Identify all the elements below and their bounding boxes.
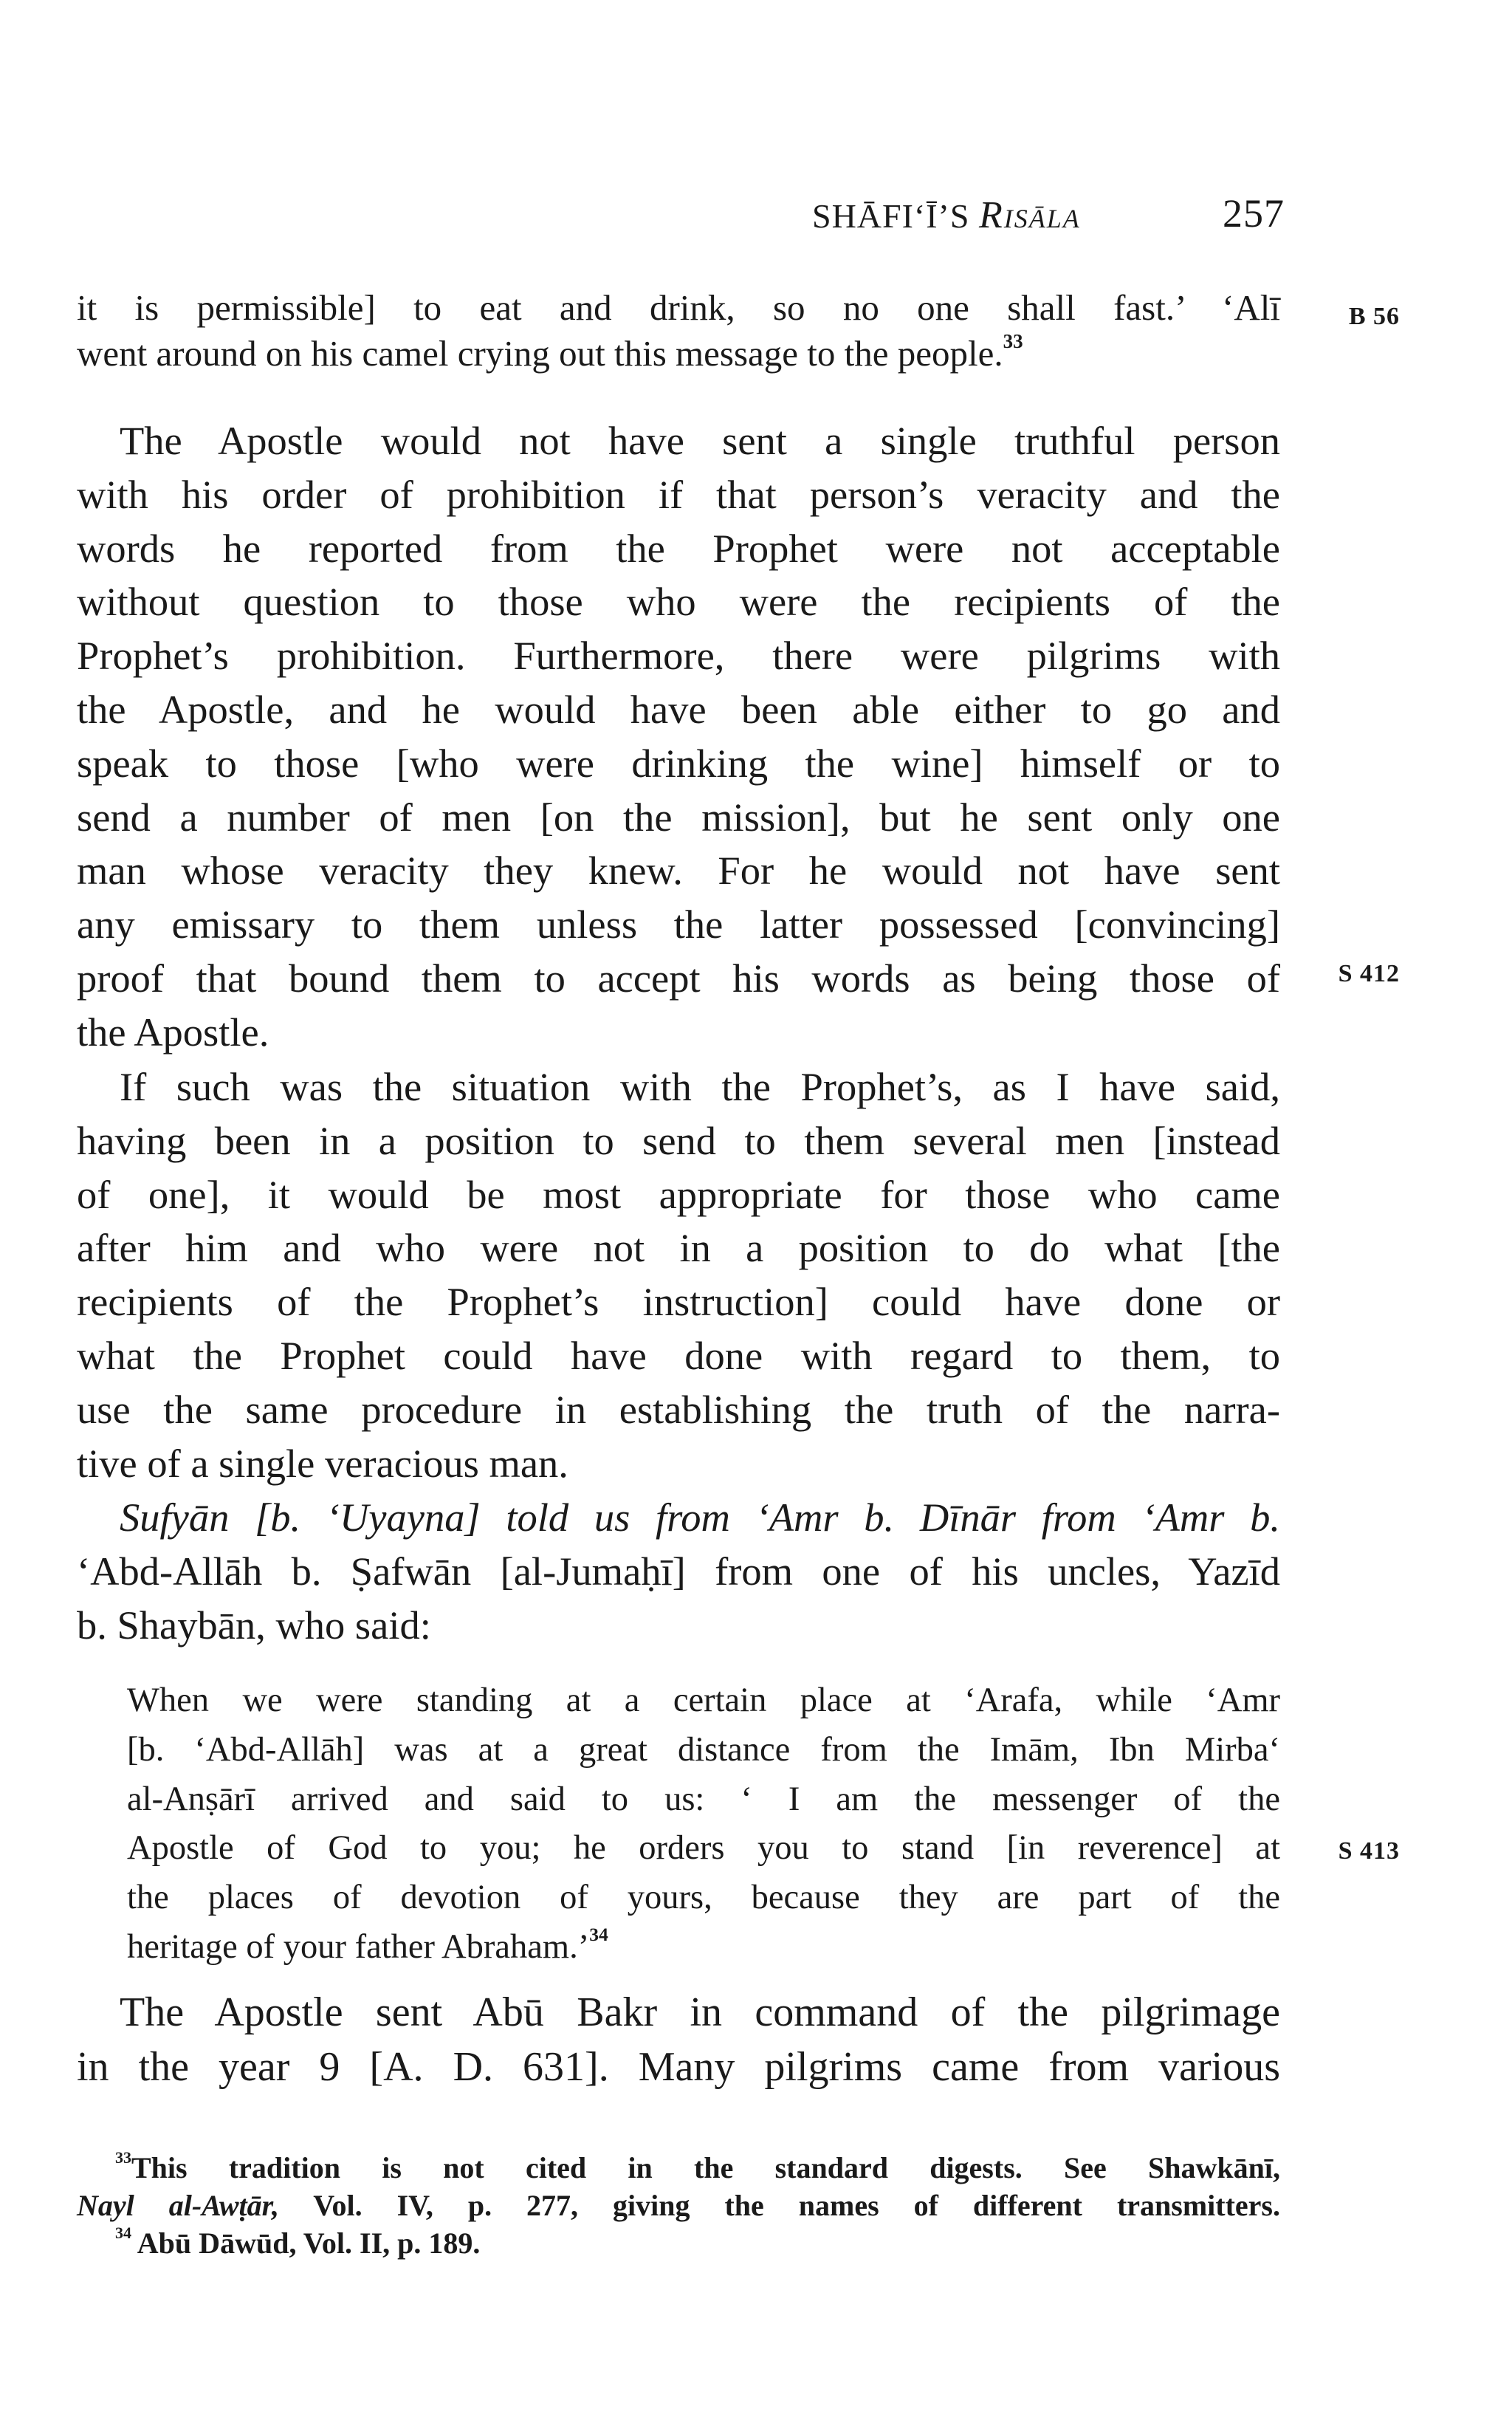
running-title-italic: Risāla [978,194,1081,236]
text-line: what the Prophet could have done with regard to them, to [77,1332,1280,1378]
text-line: proof that bound them to accept his words as being those of [77,955,1280,1001]
footnote-number: 34 [115,2224,131,2243]
footnotes [77,2149,1280,2262]
footnote-33-cont: Nayl al-Awṭār, Vol. IV, p. 277, giving the names of different transmitters. [77,2189,1280,2222]
paragraph-continuation [77,285,1280,377]
text-line: When we were standing at a certain place at ‘Arafa, while ‘Amr [127,1681,1280,1719]
margin-ref-s412: S 412 [1338,960,1400,987]
footnote-33: $^{33}$This tradition is not cited in the standard digests. See Shawkānī, [115,2148,1280,2184]
footnote-number: 33 [115,2148,131,2167]
text-line: after him and who were not in a position to do what [the [77,1225,1280,1271]
footnote-marker: 34 [589,1923,608,1945]
running-title: SHĀFI‘Ī’S Risāla [812,194,1081,236]
text-line: The Apostle would not have sent a single truthful person [120,418,1280,463]
margin-ref-s413: S 413 [1338,1837,1400,1865]
paragraph-apostle-truthful-person [77,414,1280,1060]
paragraph-abu-bakr [77,1985,1280,2094]
text-line-italic: Sufyān [b. ‘Uyayna] told us from ‘Amr b. Dīnār from ‘Amr b. [120,1495,1280,1540]
text-line: The Apostle sent Abū Bakr in command of the pilgrimage [120,1989,1280,2035]
text-line: [b. ‘Abd-Allāh] was at a great distance from the Imām, Ibn Mirba‘ [127,1730,1280,1769]
text-line: If such was the situation with the Prophet’s, as I have said, [120,1064,1280,1109]
text-line: heritage of your father Abraham.’$^{34}$ [127,1923,608,1966]
margin-ref-b56: B 56 [1348,303,1400,330]
footnote-34: $^{34}$ Abū Dāwūd, Vol. II, p. 189. [115,2224,481,2260]
book-title-italic: Nayl al-Awṭār, [77,2189,280,2222]
text-line: the places of devotion of yours, because they are part of the [127,1879,1280,1917]
text-line: recipients of the Prophet’s instruction] could have done or [77,1279,1280,1325]
text-line: of one], it would be most appropriate for those who came [77,1171,1280,1217]
text-line: with his order of prohibition if that person’s veracity and the [77,471,1280,517]
text-line: send a number of men [on the mission], but he sent only one [77,794,1280,840]
text-line: Prophet’s prohibition. Furthermore, there were pilgrims with [77,633,1280,679]
text-line: b. Shaybān, who said: [77,1602,431,1648]
text-line: without question to those who were the recipients of the [77,579,1280,625]
text-line: the Apostle. [77,1009,269,1055]
text-line: words he reported from the Prophet were not acceptable [77,525,1280,571]
running-header [812,193,1285,245]
text-line: the Apostle, and he would have been able either to go and [77,686,1280,732]
text-line: Apostle of God to you; he orders you to stand [in reverence] at [127,1829,1280,1868]
footnote-marker: 33 [1003,329,1023,352]
text-line: went around on his camel crying out this message to the people.$^{33}$ [77,329,1023,374]
text-line: it is permissible] to eat and drink, so no one shall fast.’ ‘Alī [77,287,1280,328]
text-line: ‘Abd-Allāh b. Ṣafwān [al-Jumaḥī] from one of his uncles, Yazīd [77,1548,1280,1594]
text-line: use the same procedure in establishing the truth of the narra- [77,1386,1280,1432]
text-line: in the year 9 [A. D. 631]. Many pilgrims came from various [77,2044,1280,2090]
quoted-tradition [127,1676,1280,1972]
page-number: 257 [1223,191,1285,236]
text-line: tive of a single veracious man. [77,1440,568,1486]
text-line: any emissary to them unless the latter possessed [convincing] [77,902,1280,947]
text-line: speak to those [who were drinking the wine] himself or to [77,740,1280,786]
text-line: al-Anṣārī arrived and said to us: ‘ I am the messenger of the [127,1780,1280,1818]
text-line: having been in a position to send to them several men [instead [77,1117,1280,1163]
text-line: man whose veracity they knew. For he would not have sent [77,848,1280,894]
paragraph-isnad [77,1491,1280,1652]
paragraph-situation-prophet [77,1060,1280,1490]
